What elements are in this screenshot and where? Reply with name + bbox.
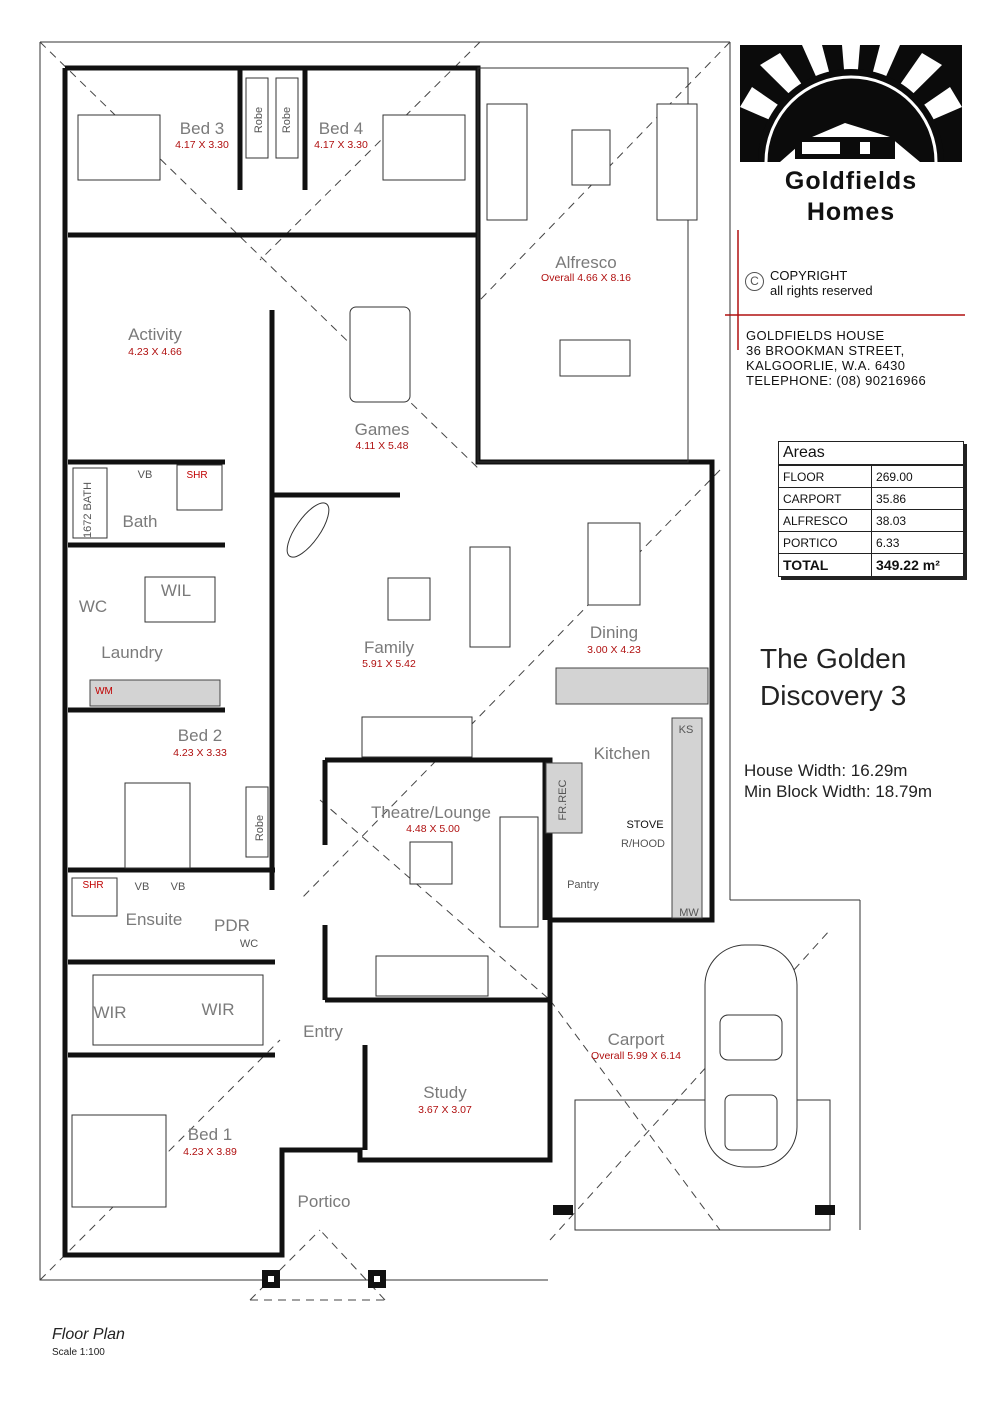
bed1-dims: 4.23 X 3.89	[183, 1146, 237, 1158]
area-label: ALFRESCO	[779, 510, 872, 532]
robe-c-label: Robe	[254, 814, 266, 842]
kitchen-mw-label: MW	[679, 907, 699, 919]
dining-label: Dining	[589, 623, 639, 642]
total-label: TOTAL	[779, 554, 872, 577]
plan-caption	[52, 1326, 125, 1358]
areas-title: Areas	[779, 442, 963, 465]
kitchen-label: Kitchen	[593, 744, 651, 763]
area-value: 6.33	[872, 532, 963, 554]
pantry-label: Pantry	[567, 879, 599, 891]
wc-label: WC	[78, 597, 108, 616]
area-label: FLOOR	[779, 466, 872, 488]
study-label: Study	[423, 1083, 467, 1102]
brand-block	[740, 45, 962, 228]
theatre-dims: 4.48 X 5.00	[406, 823, 460, 835]
alfresco-dims: Overall 4.66 X 8.16	[541, 272, 631, 284]
brand-name-line2: Homes	[806, 198, 896, 226]
bath-shr-label: SHR	[186, 470, 208, 481]
bath-label: Bath	[122, 512, 158, 531]
areas-grid	[779, 465, 963, 576]
entry-label: Entry	[303, 1022, 343, 1041]
bed2-dims: 4.23 X 3.33	[173, 747, 227, 759]
total-row	[779, 554, 963, 577]
address-line1: GOLDFIELDS HOUSE	[746, 328, 885, 343]
area-label: PORTICO	[779, 532, 872, 554]
table-row	[779, 532, 963, 554]
bed3-label: Bed 3	[179, 119, 225, 138]
wir1-label: WIR	[93, 1003, 127, 1022]
laundry-wm-label: WM	[95, 686, 113, 697]
bed4-dims: 4.17 X 3.30	[314, 139, 368, 151]
ensuite-label: Ensuite	[125, 910, 183, 929]
family-dims: 5.91 X 5.42	[362, 658, 416, 670]
copyright-line2: all rights reserved	[770, 283, 873, 298]
ensuite-shr-label: SHR	[82, 880, 104, 891]
games-label: Games	[354, 420, 410, 439]
bath-vb-label: VB	[137, 469, 153, 481]
robe-a-label: Robe	[253, 106, 265, 134]
area-value: 269.00	[872, 466, 963, 488]
wir2-label: WIR	[201, 1000, 235, 1019]
study-dims: 3.67 X 3.07	[418, 1104, 472, 1116]
games-dims: 4.11 X 5.48	[355, 440, 409, 452]
ensuite-vb1-label: VB	[134, 881, 150, 893]
plan-title	[760, 640, 906, 714]
carport-dims: Overall 5.99 X 6.14	[591, 1050, 681, 1062]
laundry-label: Laundry	[101, 643, 163, 662]
plan-title-line2: Discovery 3	[760, 680, 907, 711]
area-value: 35.86	[872, 488, 963, 510]
copyright-icon: C	[745, 272, 764, 291]
portico-label: Portico	[297, 1192, 351, 1211]
bed1-label: Bed 1	[187, 1125, 233, 1144]
company-address	[746, 328, 926, 388]
activity-label: Activity	[128, 325, 182, 344]
brand-name-line1: Goldfields	[784, 167, 918, 195]
family-label: Family	[363, 638, 415, 657]
area-label: CARPORT	[779, 488, 872, 510]
sunrise-house-icon	[740, 45, 962, 162]
table-row	[779, 510, 963, 532]
car-icon	[705, 945, 797, 1167]
kitchen-ks-label: KS	[678, 724, 694, 736]
brand-name	[740, 166, 962, 228]
carport-label: Carport	[607, 1030, 665, 1049]
plan-title-line1: The Golden	[760, 643, 907, 674]
theatre-label: Theatre/Lounge	[370, 803, 492, 822]
area-value: 38.03	[872, 510, 963, 532]
width-info	[744, 760, 932, 802]
copyright-line1: COPYRIGHT	[770, 268, 848, 283]
bath-tub-label: 1672 BATH	[82, 481, 94, 539]
address-line2: 36 BROOKMAN STREET,	[746, 343, 905, 358]
areas-table	[778, 441, 964, 577]
address-line3: KALGOORLIE, W.A. 6430	[746, 358, 906, 373]
house-width: House Width: 16.29m	[744, 761, 908, 780]
robe-b-label: Robe	[281, 106, 293, 134]
bed3-dims: 4.17 X 3.30	[175, 139, 229, 151]
pdr-wc-label: WC	[239, 938, 259, 950]
kitchen-stove-label: STOVE	[626, 819, 664, 831]
kitchen-rhood-label: R/HOOD	[621, 838, 665, 850]
bed4-label: Bed 4	[318, 119, 364, 138]
caption-scale: Scale 1:100	[52, 1347, 105, 1358]
copyright-notice	[745, 268, 873, 298]
kitchen-frrec-label: FR.REC	[557, 779, 569, 821]
total-value: 349.22 m²	[872, 554, 963, 577]
table-row	[779, 466, 963, 488]
activity-dims: 4.23 X 4.66	[128, 346, 182, 358]
pdr-label: PDR	[214, 916, 250, 935]
dining-dims: 3.00 X 4.23	[587, 644, 641, 656]
ensuite-vb2-label: VB	[170, 881, 186, 893]
company-logo	[740, 45, 962, 162]
min-block-width: Min Block Width: 18.79m	[744, 782, 933, 801]
caption-title: Floor Plan	[52, 1326, 125, 1343]
address-line4: TELEPHONE: (08) 90216966	[746, 373, 927, 388]
bed2-label: Bed 2	[177, 726, 223, 745]
wil-label: WIL	[160, 581, 192, 600]
table-row	[779, 488, 963, 510]
alfresco-label: Alfresco	[555, 253, 617, 272]
